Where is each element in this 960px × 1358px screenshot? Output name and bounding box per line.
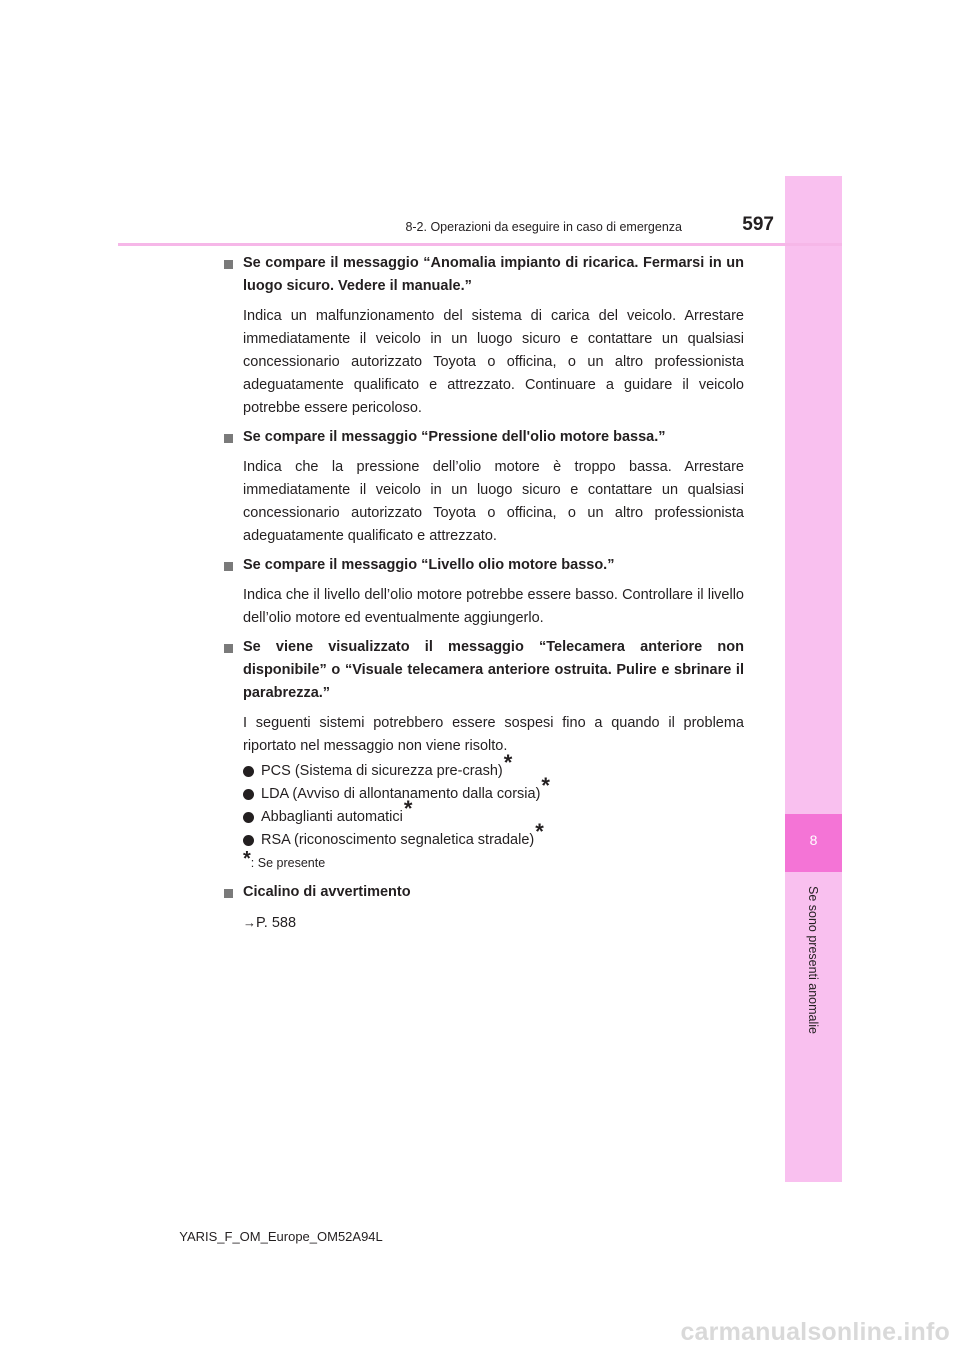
footnote-text: : Se presente xyxy=(250,856,326,870)
footnote-star: * xyxy=(243,848,251,870)
list-item-label: LDA (Avviso di allontanamento dalla corsia) xyxy=(261,786,541,802)
section-front-camera xyxy=(224,636,744,875)
suspended-systems-list xyxy=(243,750,744,851)
bullet-dot-icon xyxy=(243,835,254,846)
section-heading: Se viene visualizzato il messaggio “Telecamera anteriore non disponibile” o “Visuale telecamera anteriore ostruita. Pulire e sbrinare il parabrezza.” xyxy=(243,639,744,701)
page-reference[interactable] xyxy=(243,911,744,935)
section-oil-pressure xyxy=(224,426,744,548)
list-item-label: PCS (Sistema di sicurezza pre-crash) xyxy=(261,763,503,779)
square-bullet-icon xyxy=(224,889,233,898)
bullet-dot-icon xyxy=(243,789,254,800)
list-item-label: RSA (riconoscimento segnaletica stradale) xyxy=(261,832,535,848)
page-content xyxy=(224,252,744,941)
footnote-star: * xyxy=(403,796,413,821)
section-text: Indica che la pressione dell’olio motore è troppo bassa. Arrestare immediatamente il veicolo in un luogo sicuro e contattare un qualsiasi concessionario autorizzato Toyota o officina, o un altro professionista adeguatamente qualificato e attrezzato. xyxy=(243,459,744,544)
arrow-right-icon: → xyxy=(243,915,256,930)
section-heading: Se compare il messaggio “Anomalia impianto di ricarica. Fermarsi in un luogo sicuro. Vedere il manuale.” xyxy=(243,255,744,294)
section-title: 8-2. Operazioni da eseguire in caso di emergenza xyxy=(405,220,682,234)
page-reference-text: P. 588 xyxy=(256,915,297,931)
header-divider xyxy=(118,243,842,246)
bullet-dot-icon xyxy=(243,766,254,777)
section-text: I seguenti sistemi potrebbero essere sospesi fino a quando il problema riportato nel messaggio non viene risolto. xyxy=(243,715,744,754)
bullet-dot-icon xyxy=(243,812,254,823)
list-item-label: Abbaglianti automatici xyxy=(261,809,403,825)
list-item xyxy=(243,773,744,805)
section-text: Indica un malfunzionamento del sistema di carica del veicolo. Arrestare immediatamente il veicolo in un luogo sicuro e contattare un qualsiasi concessionario autorizzato Toyota o officina, o un altro professionista adeguatamente qualificato e attrezzato. Continuare a guidare il veicolo potrebbe essere pericoloso. xyxy=(243,308,744,416)
chapter-number: 8 xyxy=(809,832,818,848)
page-number: 597 xyxy=(742,214,774,235)
footnote xyxy=(243,848,744,875)
watermark: carmanualsonline.info xyxy=(680,1318,950,1346)
square-bullet-icon xyxy=(224,260,233,269)
section-warning-buzzer xyxy=(224,881,744,935)
list-item xyxy=(243,796,744,828)
section-heading: Cicalino di avvertimento xyxy=(243,884,411,900)
list-item xyxy=(243,819,744,851)
section-oil-level xyxy=(224,554,744,630)
section-heading: Se compare il messaggio “Pressione dell'olio motore bassa.” xyxy=(243,429,666,445)
footnote-star: * xyxy=(541,773,550,798)
list-item xyxy=(243,750,744,782)
document-code: YARIS_F_OM_Europe_OM52A94L xyxy=(179,1229,383,1244)
section-heading: Se compare il messaggio “Livello olio motore basso.” xyxy=(243,557,615,573)
square-bullet-icon xyxy=(224,434,233,443)
square-bullet-icon xyxy=(224,644,233,653)
square-bullet-icon xyxy=(224,562,233,571)
section-text: Indica che il livello dell’olio motore potrebbe essere basso. Controllare il livello dell’olio motore ed eventualmente aggiungerlo. xyxy=(243,587,744,626)
footnote-star: * xyxy=(503,750,513,775)
footnote-star: * xyxy=(535,819,544,844)
chapter-title: Se sono presenti anomalie xyxy=(806,885,820,1035)
section-charging-fault xyxy=(224,252,744,420)
